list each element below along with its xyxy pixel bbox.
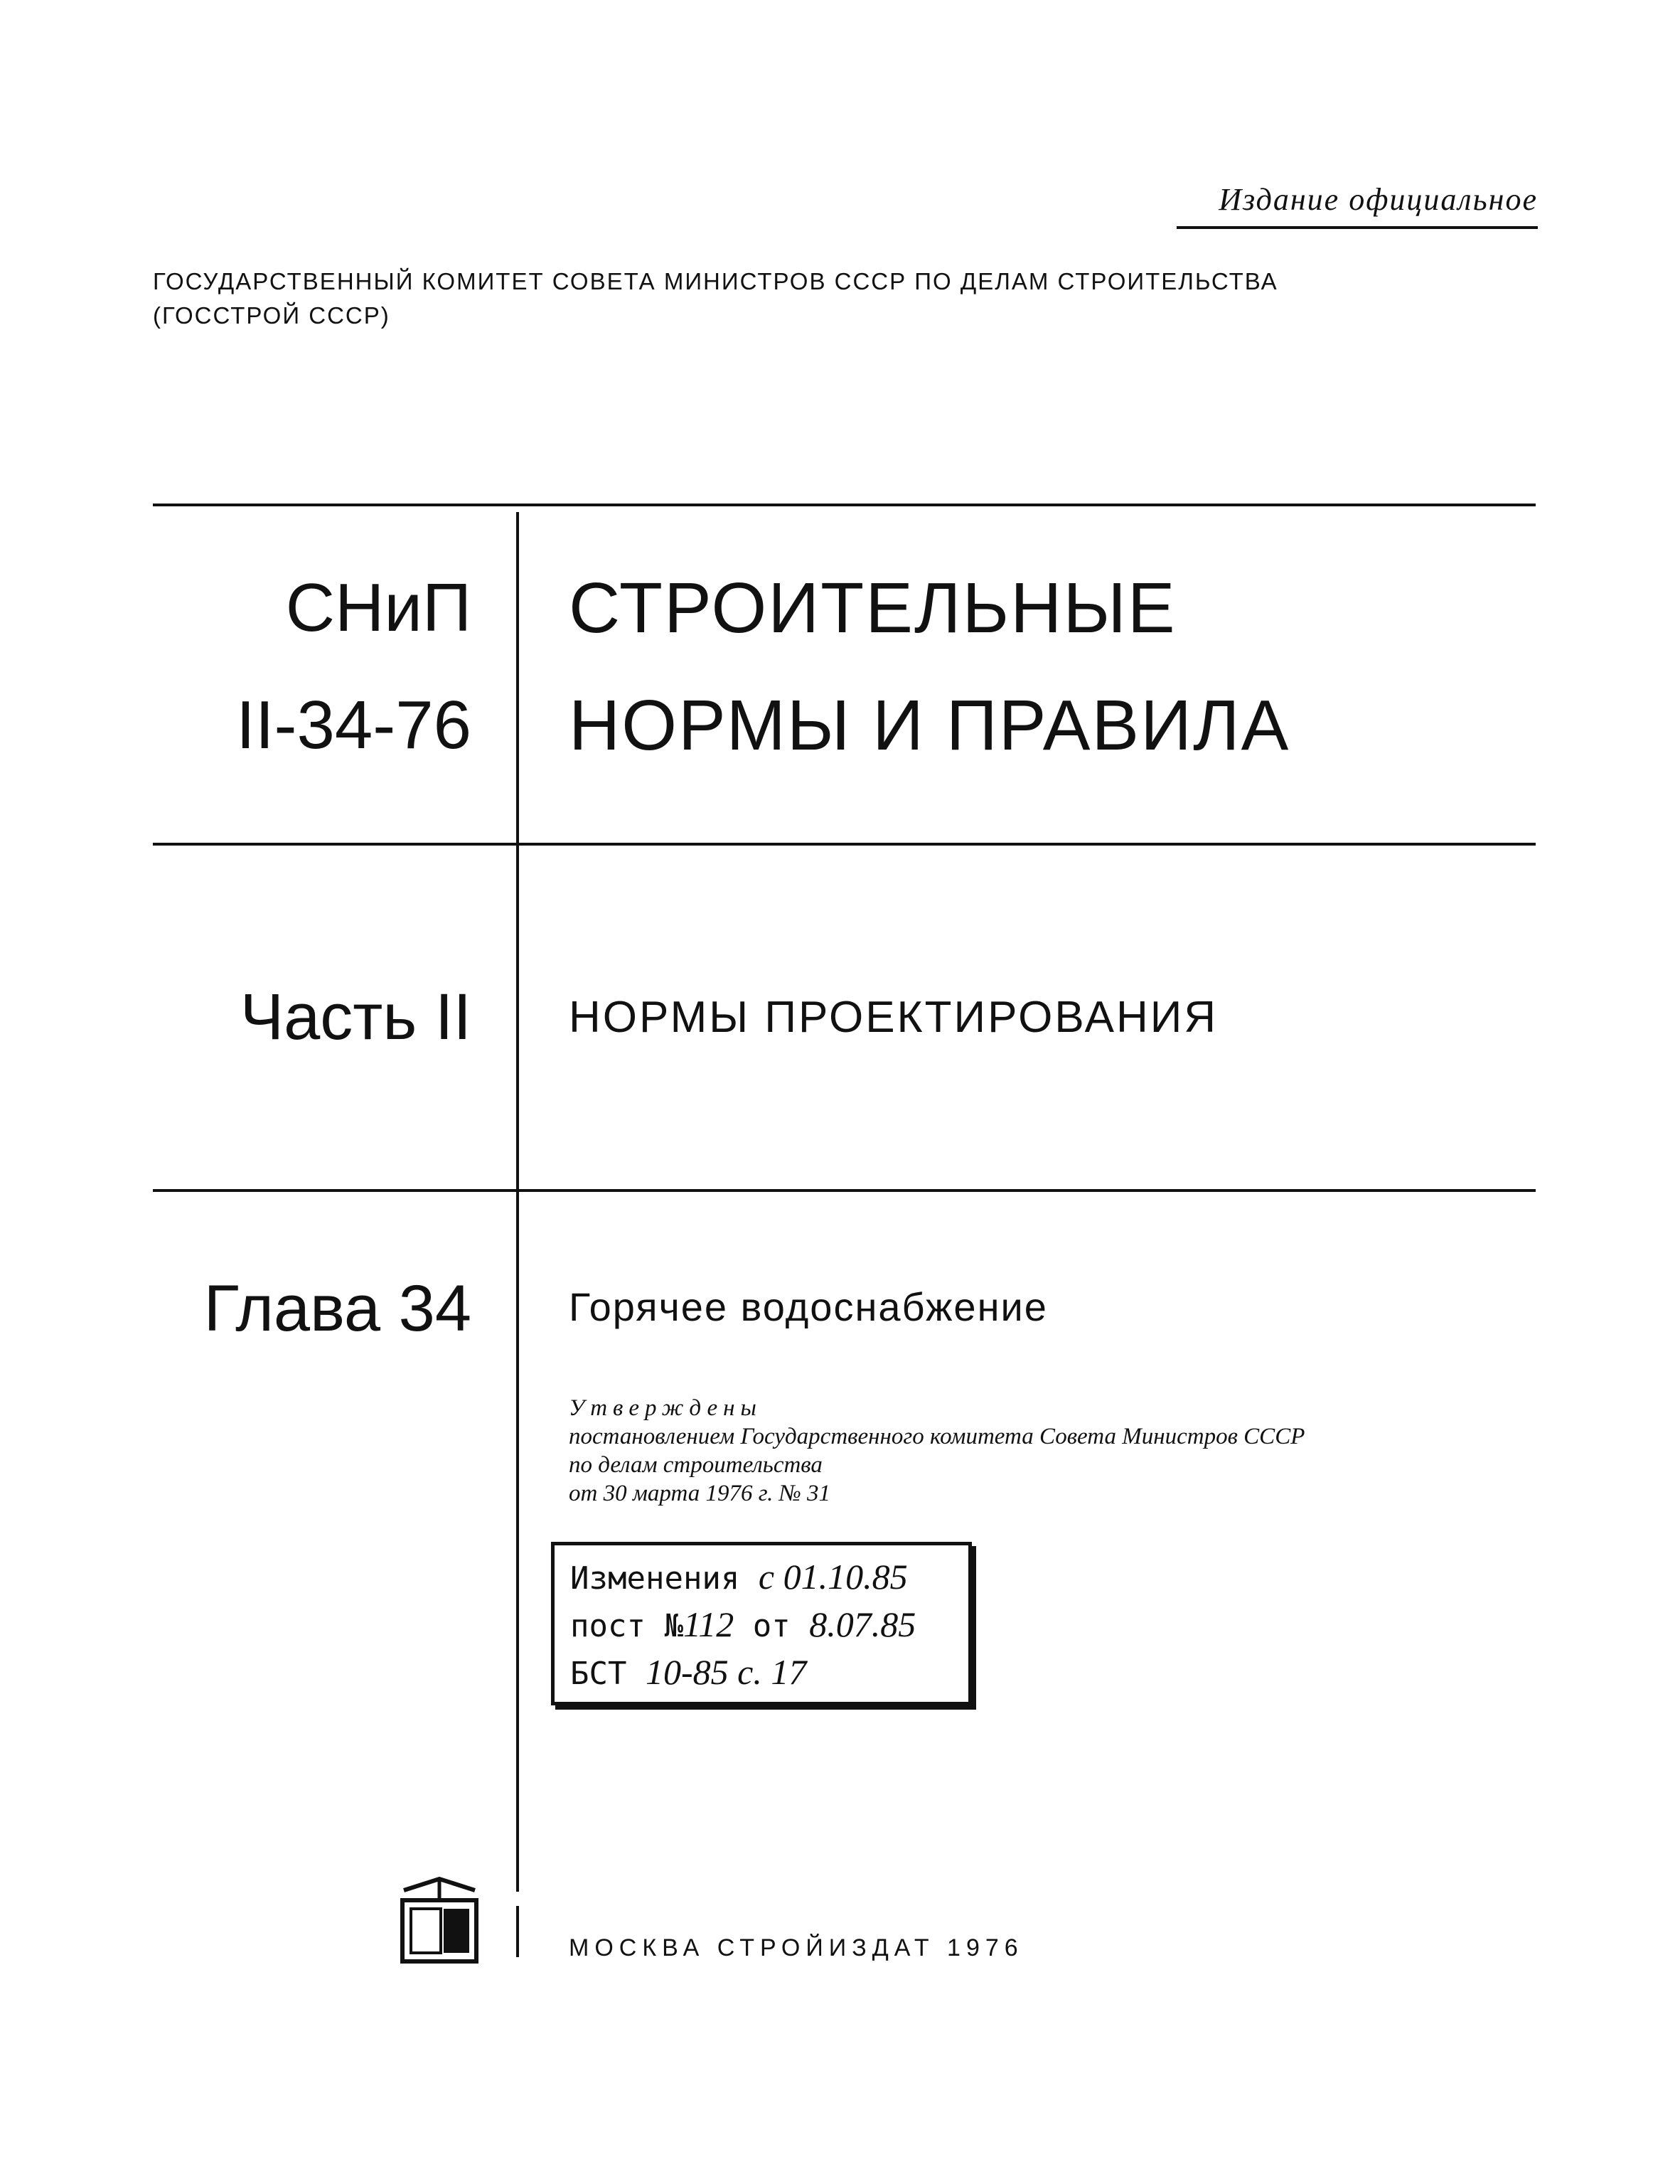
edition-label: Издание официальное bbox=[1219, 182, 1538, 217]
amendment-stamp bbox=[551, 1542, 972, 1705]
stamp-row-2 bbox=[570, 1602, 953, 1649]
approval-line-4: от 30 марта 1976 г. № 31 bbox=[569, 1481, 830, 1506]
rule-after-part bbox=[153, 1189, 1536, 1192]
edition-underline bbox=[1177, 226, 1538, 229]
approval-note bbox=[569, 1394, 1305, 1508]
stamp-row-3-label: БСТ bbox=[570, 1656, 627, 1692]
stamp-row-1-value: с 01.10.85 bbox=[758, 1557, 908, 1597]
rule-after-title bbox=[153, 843, 1536, 846]
stamp-row-2-label: пост № bbox=[570, 1608, 683, 1644]
organization-line-1: ГОСУДАРСТВЕННЫЙ КОМИТЕТ СОВЕТА МИНИСТРОВ СССР ПО ДЕЛАМ СТРОИТЕЛЬСТВА bbox=[153, 268, 1278, 294]
chapter-title: Горячее водоснабжение bbox=[569, 1284, 1048, 1329]
part-label: Часть II bbox=[240, 981, 471, 1053]
code-label: СНиП bbox=[285, 570, 471, 646]
rule-top bbox=[153, 504, 1536, 506]
approval-line-1: Утверждены bbox=[569, 1395, 762, 1421]
part-title: НОРМЫ ПРОЕКТИРОВАНИЯ bbox=[569, 993, 1219, 1042]
stamp-row-1 bbox=[570, 1554, 953, 1602]
stamp-row-2-date: 8.07.85 bbox=[809, 1604, 916, 1644]
title-line-2: НОРМЫ И ПРАВИЛА bbox=[569, 686, 1290, 765]
publisher-line: МОСКВА СТРОЙИЗДАТ 1976 bbox=[569, 1934, 1024, 1961]
code-number: II-34-76 bbox=[236, 687, 471, 763]
approval-line-3: по делам строительства bbox=[569, 1452, 823, 1478]
stamp-row-1-label: Изменения bbox=[570, 1560, 740, 1597]
column-divider-bottom bbox=[516, 1906, 519, 1957]
stamp-row-3 bbox=[570, 1649, 953, 1697]
stroyizdat-logo-icon bbox=[397, 1876, 482, 1964]
title-line-1: СТРОИТЕЛЬНЫЕ bbox=[569, 568, 1177, 648]
organization-line-2: (ГОССТРОЙ СССР) bbox=[153, 302, 390, 329]
stamp-row-3-value: 10-85 с. 17 bbox=[645, 1652, 807, 1692]
column-divider bbox=[516, 512, 519, 1892]
stamp-row-2-number: 112 bbox=[683, 1604, 734, 1644]
approval-line-2: постановлением Государственного комитета Совета Министров СССР bbox=[569, 1424, 1305, 1449]
chapter-label: Глава 34 bbox=[203, 1272, 471, 1345]
organization-block bbox=[153, 265, 1278, 333]
stamp-row-2-mid: от bbox=[752, 1608, 791, 1644]
